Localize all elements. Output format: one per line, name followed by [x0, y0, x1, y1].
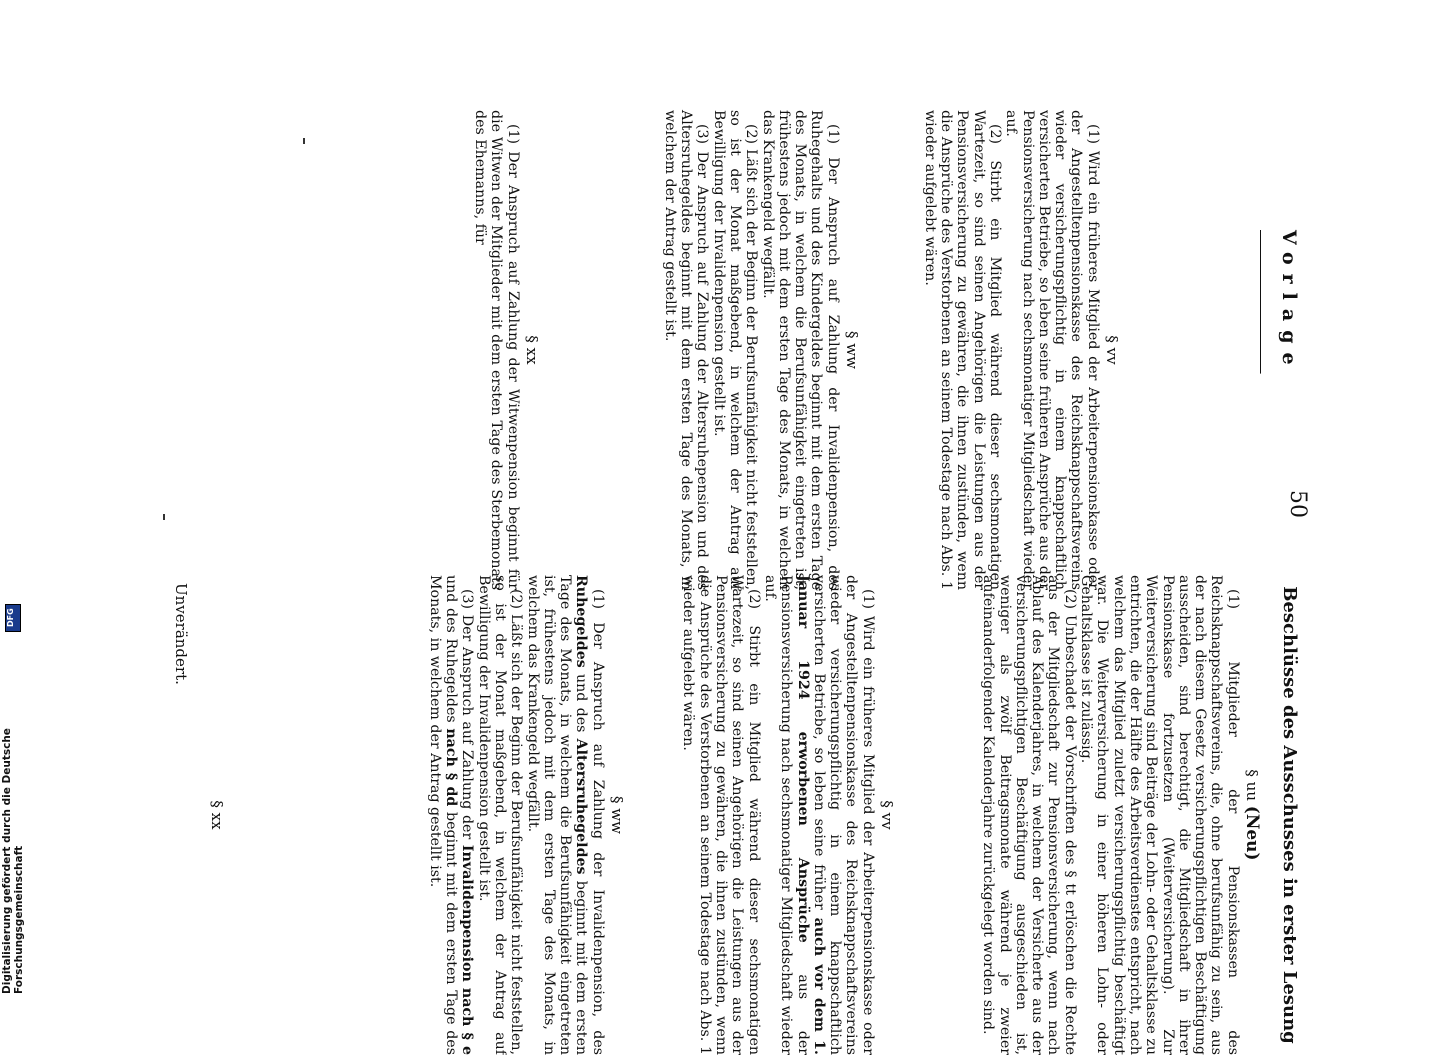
- paragraph: (2) Unbeschadet der Vorschriften des § tt erlöschen die Rechte aus der Mitgliedschaft zur Pensionsversicherung, wenn nach Ablauf des Kalenderjahres, in welchem der Versicherte aus der versicherungspflichtigen Beschäftigung ausgeschieden ist, weniger als zwölf Beitragsmonate während je zweier aufeinanderfolgender Kalenderjahre zurückgelegt worden sind.: [980, 575, 1078, 1055]
- left-section-vv: [921, 110, 1120, 590]
- paragraph: (1) Mitglieder der Pensionskassen des Reichsknappschaftsvereins, die, ohne berufsunfähig zu sein, aus der nach diesem Gesetz versicherungspflichtigen Beschäftigung ausscheiden, sind berechtigt, die Mitgliedschaft in ihrer Pensionskasse fortzusetzen (Weiterversicherung). Zur Weiterversicherung sind Beiträge der Lohn- oder Gehaltsklasse zu entrichten, die der Hälfte des Arbeitsverdienstes entspricht, nach welchem das Mitglied zuletzt versicherungspflichtig beschäftigt war. Die Weiterversicherung in einer höheren Lohn- oder Gehaltsklasse ist zulässig.: [1078, 575, 1241, 1055]
- paragraph: (1) Wird ein früheres Mitglied der Arbeiterpensionskasse oder der Angestelltenpensionskasse des Reichsknappschaftsvereins wieder versicherungspflichtig in einem knappschaftlich versicherten Betriebe, so leben seine früheren Ansprüche aus der Pensionsversicherung nach sechsmonatiger Mitgliedschaft wieder auf.: [1003, 110, 1101, 590]
- section-heading: § xx: [523, 335, 541, 365]
- paragraph: (1) Der Anspruch auf Zahlung der Witwenpension beginnt für die Witwen der Mitglieder mit dem ersten Tage des Sterbemonats des Ehemanns, für: [472, 110, 521, 590]
- text-run: (1) Wird ein früheres Mitglied der Arbeiterpensionskasse oder der Angestelltenpensionskasse des Reichsknappschaftsvereins wieder versicherungspflichtig in einem knappschaftlich versicherten Betriebe, so leben seine früher: [810, 575, 876, 1055]
- digitization-credit: [2, 604, 24, 994]
- column-heading: Beschlüsse des Ausschusses in erster Lesung: [1279, 586, 1300, 1044]
- paragraph: (2) Läßt sich der Beginn der Berufsunfähigkeit nicht feststellen, so ist der Monat maßgebend, in welchem der Antrag auf Bewilligung der Invalidenpension gestellt ist.: [710, 110, 760, 590]
- section-heading: § ww: [843, 331, 861, 369]
- scan-mark: [163, 514, 165, 520]
- section-heading: § ww: [608, 796, 626, 834]
- unchanged-note: Unverändert.: [172, 583, 190, 685]
- left-section-xx: [472, 110, 540, 590]
- scan-mark: [303, 138, 305, 144]
- amended-text: auch vor dem 1. Januar 1924 erworbenen Ansprüche: [794, 575, 827, 1055]
- paragraph: [524, 575, 605, 1055]
- section-heading: § xx: [208, 800, 226, 830]
- section-heading: [1244, 575, 1260, 1055]
- dfg-logo-icon: DFG: [5, 604, 21, 632]
- paragraph: (1) Der Anspruch auf Zahlung der Invalidenpension, des Ruhegehalts und des Kindergeldes beginnt mit dem ersten Tage des Monats, in welchem die Berufsunfähigkeit eingetreten ist, frühestens jedoch mit dem ersten Tage des Monats, in welchem das Krankengeld wegfällt.: [759, 110, 841, 590]
- page-number: 50: [1285, 490, 1310, 518]
- page-title: Vorlage: [1278, 230, 1300, 374]
- text-run: beginnt mit dem ersten Tage des Monats, in welchem die Berufsunfähigkeit eingetreten ist, frühestens jedoch mit dem ersten Tage des Monats, in welchem das Krankengeld wegfällt.: [524, 575, 590, 1055]
- amended-text: Ruhegeldes: [573, 575, 590, 668]
- paragraph: (2) Läßt sich der Beginn der Berufsunfähigkeit nicht feststellen, so ist der Monat maßgebend, in welchem der Antrag auf Bewilligung der Invalidenpension gestellt ist.: [475, 575, 525, 1055]
- paragraph: (2) Stirbt ein Mitglied während dieser sechsmonatigen Wartezeit, so sind seinen Angehörigen die Leistungen aus der Pensionsversicherung zu gewähren, die ihnen zustünden, wenn die Ansprüche des Verstorbenen an seinem Todestage nach Abs. 1 wieder aufgelebt wären.: [680, 575, 762, 1055]
- amended-text: nach § dd: [443, 728, 460, 807]
- paragraph: [426, 575, 475, 1055]
- text-run: und des Ruhegeldes: [443, 575, 460, 729]
- right-section-vv: [680, 575, 895, 1055]
- credit-text: Digitalisierung gefördert durch die Deutsche Forschungsgemeinschaft: [1, 728, 25, 994]
- section-number: § uu: [1243, 769, 1261, 801]
- right-section-xx: [206, 575, 225, 1055]
- right-section-ww: [426, 575, 625, 1055]
- text-run: und des: [573, 667, 590, 739]
- paragraph: [762, 575, 876, 1055]
- text-run: (3) Der Anspruch auf Zahlung der: [459, 589, 476, 845]
- new-marker: (Neu): [1242, 805, 1262, 861]
- left-section-ww: [661, 110, 860, 590]
- paragraph: (3) Der Anspruch auf Zahlung der Altersruhepension und des Altersruhegeldes beginnt mit dem ersten Tage des Monats, in welchem der Antrag gestellt ist.: [661, 110, 711, 590]
- text-run: aus der Pensionsversicherung nach sechsmonatiger Mitgliedschaft wieder auf.: [761, 575, 811, 1055]
- section-heading: § vv: [878, 800, 896, 830]
- paragraph: (2) Stirbt ein Mitglied während dieser sechsmonatigen Wartezeit, so sind seinen Angehörigen die Leistungen aus der Pensionsversicherung zu gewähren, die ihnen zustünden, wenn die Ansprüche des Verstorbenen an seinem Todestage nach Abs. 1 wieder aufgelebt wären.: [921, 110, 1003, 590]
- section-heading: § vv: [1103, 335, 1121, 365]
- amended-text: Invalidenpension nach § e: [459, 844, 476, 1055]
- right-section-uu: [980, 575, 1260, 1055]
- text-run: (1) Der Anspruch auf Zahlung der Invalidenpension, des: [589, 589, 606, 1055]
- text-run: beginnt mit dem ersten Tage des Monats, in welchem der Antrag gestellt ist.: [426, 575, 460, 1055]
- amended-text: Altersruhegeldes: [573, 738, 590, 875]
